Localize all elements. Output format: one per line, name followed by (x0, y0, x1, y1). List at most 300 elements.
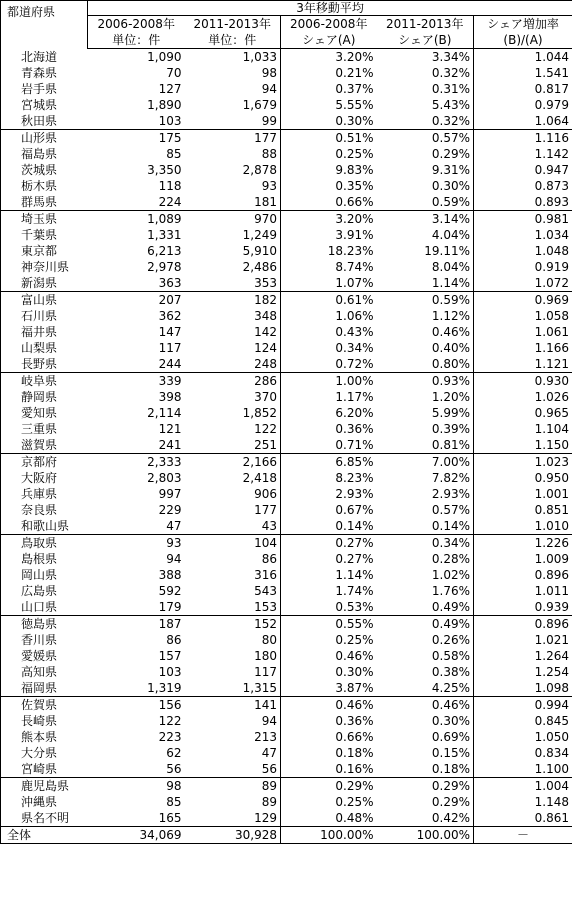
count-2006-2008: 223 (158, 730, 182, 744)
count-2006-2008: 1,331 (147, 228, 182, 242)
share-2006-2008: 0.25% (281, 632, 377, 648)
prefecture-name: 岐阜県 (1, 373, 88, 390)
share-2011-2013: 0.49% (377, 599, 474, 616)
count-2006-2008: 339 (158, 374, 182, 388)
prefecture-name: 長崎県 (1, 713, 88, 729)
table-row (1, 162, 572, 178)
table-row (1, 729, 572, 745)
count-2011-2013: 86 (261, 552, 277, 566)
prefecture-name: 新潟県 (1, 275, 88, 292)
moving-average-group-title: 3年移動平均 (88, 1, 572, 16)
prefecture-name: 滋賀県 (1, 437, 88, 454)
prefecture-name: 高知県 (1, 664, 88, 680)
share-2006-2008: 0.36% (281, 713, 377, 729)
prefecture-name: 福井県 (1, 324, 88, 340)
share-2006-2008: 1.17% (281, 389, 377, 405)
prefecture-name: 鳥取県 (1, 535, 88, 552)
share-2011-2013: 0.40% (431, 341, 470, 355)
share-2006-2008: 3.91% (281, 227, 377, 243)
count-2011-2013: 1,315 (185, 680, 281, 697)
count-2006-2008: 156 (158, 698, 182, 712)
share-growth-rate: 0.861 (474, 810, 572, 827)
share-2006-2008: 3.20% (281, 49, 377, 66)
share-2006-2008: 0.67% (281, 502, 377, 518)
share-2011-2013: 1.02% (431, 568, 470, 582)
share-2006-2008: 0.66% (281, 194, 377, 211)
total-share-2011-2013: 100.00% (377, 827, 474, 844)
prefecture-name: 栃木県 (1, 178, 88, 194)
count-2006-2008: 85 (166, 795, 182, 809)
share-2011-2013: 3.14% (431, 212, 470, 226)
share-2011-2013: 0.18% (377, 761, 474, 778)
count-2011-2013: 213 (254, 730, 277, 744)
table-row (1, 794, 572, 810)
table-row (1, 810, 572, 827)
count-2006-2008: 165 (88, 810, 185, 827)
count-2011-2013: 248 (185, 356, 281, 373)
table-row (1, 292, 572, 309)
share-2006-2008: 0.30% (281, 664, 377, 680)
share-growth-rate: 1.011 (474, 583, 572, 599)
table-row (1, 194, 572, 211)
prefecture-name: 山口県 (1, 599, 88, 616)
table-row (1, 502, 572, 518)
share-2006-2008: 0.16% (281, 761, 377, 778)
share-growth-rate: 1.010 (474, 518, 572, 535)
count-2011-2013: 47 (261, 746, 277, 760)
table-row (1, 81, 572, 97)
prefecture-name: 千葉県 (1, 227, 88, 243)
table-row (1, 356, 572, 373)
table-row (1, 470, 572, 486)
count-2006-2008: 362 (158, 309, 182, 323)
share-growth-rate: 1.100 (474, 761, 572, 778)
share-2011-2013: 0.26% (431, 633, 470, 647)
count-2006-2008: 118 (158, 179, 182, 193)
count-2006-2008: 157 (158, 649, 182, 663)
share-2011-2013: 2.93% (431, 487, 470, 501)
share-2006-2008: 0.61% (281, 292, 377, 309)
share-2011-2013: 1.14% (377, 275, 474, 292)
share-2011-2013: 0.57% (431, 503, 470, 517)
share-2006-2008: 0.25% (281, 794, 377, 810)
col-header-count-2006: 2006-2008年 (88, 16, 185, 33)
count-2011-2013: 180 (254, 649, 277, 663)
share-2006-2008: 0.71% (281, 437, 377, 454)
prefecture-name: 大分県 (1, 745, 88, 761)
share-2006-2008: 0.14% (281, 518, 377, 535)
prefecture-name: 熊本県 (1, 729, 88, 745)
count-2011-2013: 1,852 (242, 406, 277, 420)
prefecture-name: 静岡県 (1, 389, 88, 405)
table-row (1, 518, 572, 535)
share-growth-rate: 1.541 (474, 65, 572, 81)
count-2006-2008: 398 (158, 390, 182, 404)
count-2011-2013: 181 (185, 194, 281, 211)
table-row (1, 583, 572, 599)
prefecture-name: 北海道 (1, 49, 88, 66)
total-row (1, 827, 572, 844)
count-2006-2008: 56 (88, 761, 185, 778)
prefecture-name: 兵庫県 (1, 486, 88, 502)
share-growth-rate: 1.148 (474, 794, 572, 810)
share-2006-2008: 18.23% (281, 243, 377, 259)
col-header-prefecture-label: 都道府県 (7, 5, 56, 19)
table-row (1, 211, 572, 228)
prefecture-name: 愛媛県 (1, 648, 88, 664)
table-body (1, 49, 572, 844)
table-row (1, 65, 572, 81)
count-2011-2013: 177 (254, 503, 277, 517)
count-2011-2013: 353 (185, 275, 281, 292)
count-2011-2013: 88 (261, 147, 277, 161)
share-2011-2013: 0.42% (377, 810, 474, 827)
share-growth-rate: 1.150 (474, 437, 572, 454)
share-2006-2008: 0.53% (281, 599, 377, 616)
share-growth-rate: 0.965 (474, 405, 572, 421)
prefecture-name: 島根県 (1, 551, 88, 567)
count-2011-2013: 348 (254, 309, 277, 323)
count-2006-2008: 187 (158, 617, 182, 631)
share-2011-2013: 1.12% (431, 309, 470, 323)
share-growth-rate: 0.969 (474, 292, 572, 309)
table-row (1, 146, 572, 162)
share-2006-2008: 5.55% (281, 97, 377, 113)
count-2006-2008: 1,890 (147, 98, 182, 112)
table-row (1, 178, 572, 194)
count-2006-2008: 70 (166, 66, 182, 80)
share-growth-rate: 1.064 (474, 113, 572, 130)
count-2011-2013: 370 (254, 390, 277, 404)
count-2011-2013: 153 (185, 599, 281, 616)
count-2011-2013: 142 (254, 325, 277, 339)
count-2011-2013: 80 (261, 633, 277, 647)
share-2011-2013: 0.30% (431, 714, 470, 728)
prefecture-name: 長野県 (1, 356, 88, 373)
share-2006-2008: 3.20% (281, 211, 377, 228)
prefecture-name: 京都府 (1, 454, 88, 471)
share-growth-rate: 1.009 (474, 551, 572, 567)
share-2006-2008: 0.51% (281, 130, 377, 147)
share-growth-rate: 1.044 (474, 49, 572, 66)
count-2011-2013: 182 (254, 293, 277, 307)
share-2006-2008: 0.36% (281, 421, 377, 437)
count-2006-2008: 147 (158, 325, 182, 339)
share-2011-2013: 1.20% (431, 390, 470, 404)
share-2011-2013: 4.04% (431, 228, 470, 242)
table-row (1, 680, 572, 697)
count-2011-2013: 2,418 (242, 471, 277, 485)
count-2011-2013: 970 (254, 212, 277, 226)
share-growth-rate: 1.166 (474, 340, 572, 356)
count-2011-2013: 99 (185, 113, 281, 130)
count-2011-2013: 286 (254, 374, 277, 388)
count-2011-2013: 89 (261, 779, 277, 793)
share-growth-rate: 1.004 (474, 778, 572, 795)
col-header-share-2011: 2011-2013年 (377, 16, 474, 33)
count-2011-2013: 906 (254, 487, 277, 501)
share-2011-2013: 0.28% (431, 552, 470, 566)
table-row (1, 454, 572, 471)
table-row (1, 664, 572, 680)
table-row (1, 130, 572, 147)
share-2011-2013: 1.76% (431, 584, 470, 598)
share-2011-2013: 0.32% (431, 66, 470, 80)
share-2011-2013: 7.00% (431, 455, 470, 469)
share-2011-2013: 0.46% (431, 325, 470, 339)
share-2011-2013: 0.29% (431, 795, 470, 809)
prefecture-name: 福岡県 (1, 680, 88, 697)
count-2006-2008: 592 (158, 584, 182, 598)
table-row (1, 259, 572, 275)
share-2006-2008: 0.37% (281, 81, 377, 97)
share-growth-rate: 1.116 (474, 130, 572, 147)
table-row (1, 405, 572, 421)
share-2011-2013: 0.59% (431, 293, 470, 307)
share-2006-2008: 0.34% (281, 340, 377, 356)
table-row (1, 745, 572, 761)
share-2006-2008: 6.85% (281, 454, 377, 471)
share-growth-rate: 0.817 (474, 81, 572, 97)
prefecture-name: 沖縄県 (1, 794, 88, 810)
count-2006-2008: 229 (158, 503, 182, 517)
col-header-share-growth: シェア増加率 (474, 16, 572, 33)
total-share-growth-rate: － (474, 827, 572, 844)
table-row (1, 551, 572, 567)
share-2011-2013: 5.43% (431, 98, 470, 112)
count-2006-2008: 86 (166, 633, 182, 647)
share-2006-2008: 1.14% (281, 567, 377, 583)
table-row (1, 599, 572, 616)
count-2006-2008: 207 (158, 293, 182, 307)
prefecture-name: 秋田県 (1, 113, 88, 130)
share-growth-rate: 1.023 (474, 454, 572, 471)
count-2011-2013: 89 (261, 795, 277, 809)
share-2011-2013: 0.29% (431, 779, 470, 793)
share-2011-2013: 0.59% (377, 194, 474, 211)
share-growth-rate: 1.104 (474, 421, 572, 437)
col-header-count-2011-unit: 単位：件 (185, 32, 281, 49)
share-2006-2008: 0.72% (281, 356, 377, 373)
total-share-2006-2008: 100.00% (281, 827, 377, 844)
share-2006-2008: 0.27% (281, 535, 377, 552)
table-row (1, 421, 572, 437)
count-2006-2008: 117 (158, 341, 182, 355)
table-row (1, 243, 572, 259)
share-2006-2008: 9.83% (281, 162, 377, 178)
share-growth-rate: 1.098 (474, 680, 572, 697)
share-growth-rate: 1.048 (474, 243, 572, 259)
count-2006-2008: 85 (166, 147, 182, 161)
count-2006-2008: 1,089 (147, 212, 182, 226)
share-growth-rate: 0.950 (474, 470, 572, 486)
share-growth-rate: 0.919 (474, 259, 572, 275)
col-header-count-2011: 2011-2013年 (185, 16, 281, 33)
count-2006-2008: 121 (158, 422, 182, 436)
count-2006-2008: 244 (88, 356, 185, 373)
share-growth-rate: 0.947 (474, 162, 572, 178)
share-2006-2008: 1.06% (281, 308, 377, 324)
total-count-2011-2013: 30,928 (185, 827, 281, 844)
count-2011-2013: 104 (254, 536, 277, 550)
count-2011-2013: 1,679 (242, 98, 277, 112)
table-row (1, 778, 572, 795)
share-2006-2008: 0.46% (281, 648, 377, 664)
share-growth-rate: 1.050 (474, 729, 572, 745)
count-2011-2013: 56 (185, 761, 281, 778)
prefecture-name: 佐賀県 (1, 697, 88, 714)
share-2006-2008: 0.25% (281, 146, 377, 162)
count-2006-2008: 241 (88, 437, 185, 454)
share-growth-rate: 0.979 (474, 97, 572, 113)
prefecture-name: 青森県 (1, 65, 88, 81)
share-growth-rate: 1.021 (474, 632, 572, 648)
share-2006-2008: 0.21% (281, 65, 377, 81)
count-2006-2008: 997 (158, 487, 182, 501)
prefecture-name: 茨城県 (1, 162, 88, 178)
share-2011-2013: 9.31% (431, 163, 470, 177)
share-2011-2013: 7.82% (431, 471, 470, 485)
share-2006-2008: 0.35% (281, 178, 377, 194)
total-count-2006-2008: 34,069 (88, 827, 185, 844)
prefecture-name: 山梨県 (1, 340, 88, 356)
share-growth-rate: 0.981 (474, 211, 572, 228)
share-2011-2013: 0.38% (431, 665, 470, 679)
share-2006-2008: 8.23% (281, 470, 377, 486)
count-2006-2008: 2,333 (147, 455, 182, 469)
share-2011-2013: 0.81% (377, 437, 474, 454)
share-growth-rate: 1.264 (474, 648, 572, 664)
table-row (1, 648, 572, 664)
prefecture-name: 宮城県 (1, 97, 88, 113)
table-row (1, 535, 572, 552)
table-row (1, 761, 572, 778)
prefecture-name: 福島県 (1, 146, 88, 162)
share-2011-2013: 0.30% (431, 179, 470, 193)
count-2011-2013: 2,878 (242, 163, 277, 177)
table-row (1, 632, 572, 648)
count-2006-2008: 94 (166, 552, 182, 566)
count-2006-2008: 2,978 (147, 260, 182, 274)
prefecture-name: 富山県 (1, 292, 88, 309)
table-row (1, 616, 572, 633)
share-2011-2013: 19.11% (424, 244, 470, 258)
prefecture-name: 岩手県 (1, 81, 88, 97)
share-2011-2013: 0.57% (431, 131, 470, 145)
prefecture-name: 山形県 (1, 130, 88, 147)
count-2006-2008: 224 (88, 194, 185, 211)
table-row (1, 308, 572, 324)
share-growth-rate: 0.845 (474, 713, 572, 729)
share-2006-2008: 0.66% (281, 729, 377, 745)
share-2006-2008: 1.74% (281, 583, 377, 599)
share-growth-rate: 1.142 (474, 146, 572, 162)
col-header-count-2006-unit: 単位：件 (88, 32, 185, 49)
count-2011-2013: 1,249 (242, 228, 277, 242)
table-row (1, 697, 572, 714)
share-growth-rate: 1.001 (474, 486, 572, 502)
share-2011-2013: 5.99% (431, 406, 470, 420)
prefecture-name: 埼玉県 (1, 211, 88, 228)
count-2011-2013: 141 (254, 698, 277, 712)
count-2011-2013: 43 (185, 518, 281, 535)
table-row (1, 567, 572, 583)
count-2006-2008: 1,090 (147, 50, 182, 64)
share-growth-rate: 1.061 (474, 324, 572, 340)
share-2011-2013: 0.29% (431, 147, 470, 161)
share-2011-2013: 0.58% (431, 649, 470, 663)
count-2006-2008: 388 (158, 568, 182, 582)
share-2011-2013: 0.46% (431, 698, 470, 712)
share-growth-rate: 0.896 (474, 567, 572, 583)
share-growth-rate: 1.121 (474, 356, 572, 373)
count-2011-2013: 177 (254, 131, 277, 145)
count-2011-2013: 543 (254, 584, 277, 598)
count-2006-2008: 1,319 (88, 680, 185, 697)
prefecture-name: 大阪府 (1, 470, 88, 486)
prefecture-name: 県名不明 (1, 810, 88, 827)
count-2011-2013: 94 (261, 82, 277, 96)
prefecture-name: 東京都 (1, 243, 88, 259)
share-growth-rate: 1.226 (474, 535, 572, 552)
col-header-share-2006-unit: シェア(A) (281, 32, 377, 49)
count-2006-2008: 103 (88, 113, 185, 130)
prefecture-name: 徳島県 (1, 616, 88, 633)
share-growth-rate: 1.058 (474, 308, 572, 324)
count-2006-2008: 179 (88, 599, 185, 616)
count-2006-2008: 3,350 (147, 163, 182, 177)
share-2006-2008: 6.20% (281, 405, 377, 421)
table-row (1, 97, 572, 113)
table-row (1, 324, 572, 340)
prefecture-name: 岡山県 (1, 567, 88, 583)
share-growth-rate: 0.834 (474, 745, 572, 761)
share-2006-2008: 0.27% (281, 551, 377, 567)
prefecture-name: 三重県 (1, 421, 88, 437)
table-row (1, 373, 572, 390)
prefecture-name: 石川県 (1, 308, 88, 324)
count-2006-2008: 175 (158, 131, 182, 145)
share-growth-rate: 0.939 (474, 599, 572, 616)
table-row (1, 486, 572, 502)
prefecture-name: 群馬県 (1, 194, 88, 211)
share-2011-2013: 0.34% (431, 536, 470, 550)
count-2011-2013: 98 (261, 66, 277, 80)
share-2006-2008: 0.46% (281, 697, 377, 714)
share-2011-2013: 3.34% (431, 50, 470, 64)
share-2011-2013: 0.31% (431, 82, 470, 96)
table-row (1, 340, 572, 356)
share-2006-2008: 8.74% (281, 259, 377, 275)
share-2011-2013: 0.80% (377, 356, 474, 373)
share-2011-2013: 0.14% (377, 518, 474, 535)
count-2011-2013: 129 (185, 810, 281, 827)
prefecture-name: 奈良県 (1, 502, 88, 518)
count-2011-2013: 2,166 (242, 455, 277, 469)
share-2006-2008: 1.07% (281, 275, 377, 292)
table-header (1, 1, 572, 49)
share-growth-rate: 1.026 (474, 389, 572, 405)
share-growth-rate: 0.896 (474, 616, 572, 633)
table-row (1, 227, 572, 243)
share-growth-rate: 0.851 (474, 502, 572, 518)
share-2011-2013: 0.69% (431, 730, 470, 744)
count-2006-2008: 103 (158, 665, 182, 679)
share-2006-2008: 0.18% (281, 745, 377, 761)
col-header-share-2011-unit: シェア(B) (377, 32, 474, 49)
count-2011-2013: 5,910 (242, 244, 277, 258)
count-2006-2008: 98 (166, 779, 182, 793)
